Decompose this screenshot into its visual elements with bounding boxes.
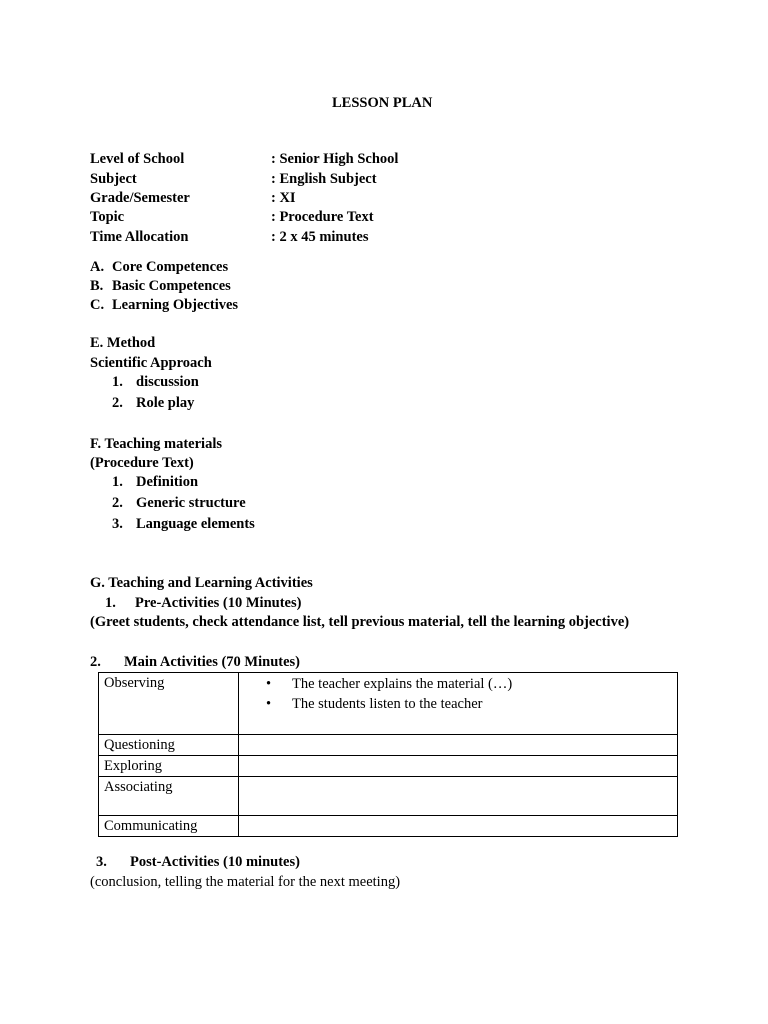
method-item-num: 2. [112, 395, 123, 411]
materials-heading: F. Teaching materials [90, 436, 222, 452]
materials-sub: (Procedure Text) [90, 455, 194, 471]
table-cell-exploring: Exploring [99, 756, 239, 777]
info-label-subject: Subject [90, 171, 137, 187]
info-value-topic: : Procedure Text [271, 209, 374, 225]
main-activities-table [98, 672, 678, 837]
info-label-time: Time Allocation [90, 229, 189, 245]
info-label-level: Level of School [90, 151, 185, 167]
table-cell-observing: Observing [99, 673, 239, 735]
table-cell-empty [239, 777, 678, 816]
method-item-text: discussion [136, 374, 199, 390]
table-row [99, 756, 678, 777]
section-c-text: Learning Objectives [112, 297, 239, 313]
table-row [99, 735, 678, 756]
info-value-grade: : XI [271, 190, 296, 206]
pre-activities-title: Pre-Activities (10 Minutes) [135, 595, 302, 611]
info-label-topic: Topic [90, 209, 125, 225]
info-value-level: : Senior High School [271, 151, 399, 167]
table-cell-empty [239, 735, 678, 756]
materials-item-num: 1. [112, 474, 123, 490]
main-activities-num: 2. [90, 654, 101, 670]
list-item: • The teacher explains the material (…) [266, 674, 672, 694]
section-a-marker: A. [90, 259, 105, 275]
materials-item-num: 2. [112, 495, 123, 511]
method-approach: Scientific Approach [90, 355, 212, 371]
observing-bullet-list [244, 674, 672, 714]
table-cell-empty [239, 816, 678, 837]
table-cell-empty [239, 756, 678, 777]
method-item-text: Role play [136, 395, 195, 411]
post-activities-desc: (conclusion, telling the material for the next meeting) [90, 874, 401, 890]
list-item: • The students listen to the teacher [266, 694, 672, 714]
activities-heading: G. Teaching and Learning Activities [90, 575, 313, 591]
table-row [99, 777, 678, 816]
materials-item-text: Definition [136, 474, 199, 490]
main-activities-title: Main Activities (70 Minutes) [124, 654, 300, 670]
section-b-text: Basic Competences [112, 278, 231, 294]
post-activities-num: 3. [96, 854, 107, 870]
post-activities-title: Post-Activities (10 minutes) [130, 854, 300, 870]
method-item-num: 1. [112, 374, 123, 390]
materials-item-num: 3. [112, 516, 123, 532]
materials-item-text: Generic structure [136, 495, 246, 511]
pre-activities-desc: (Greet students, check attendance list, tell previous material, tell the learning objective) [90, 614, 630, 630]
table-row [99, 816, 678, 837]
info-value-time: : 2 x 45 minutes [271, 229, 369, 245]
method-heading: E. Method [90, 335, 156, 351]
section-c-marker: C. [90, 297, 105, 313]
section-a-text: Core Competences [112, 259, 229, 275]
table-cell-associating: Associating [99, 777, 239, 816]
pre-activities-num: 1. [105, 595, 116, 611]
page-title: LESSON PLAN [332, 95, 433, 111]
table-cell-communicating: Communicating [99, 816, 239, 837]
table-row [99, 673, 678, 735]
section-b-marker: B. [90, 278, 104, 294]
materials-item-text: Language elements [136, 516, 255, 532]
table-cell-observing-desc [239, 673, 678, 735]
info-value-subject: : English Subject [271, 171, 377, 187]
info-label-grade: Grade/Semester [90, 190, 190, 206]
table-cell-questioning: Questioning [99, 735, 239, 756]
